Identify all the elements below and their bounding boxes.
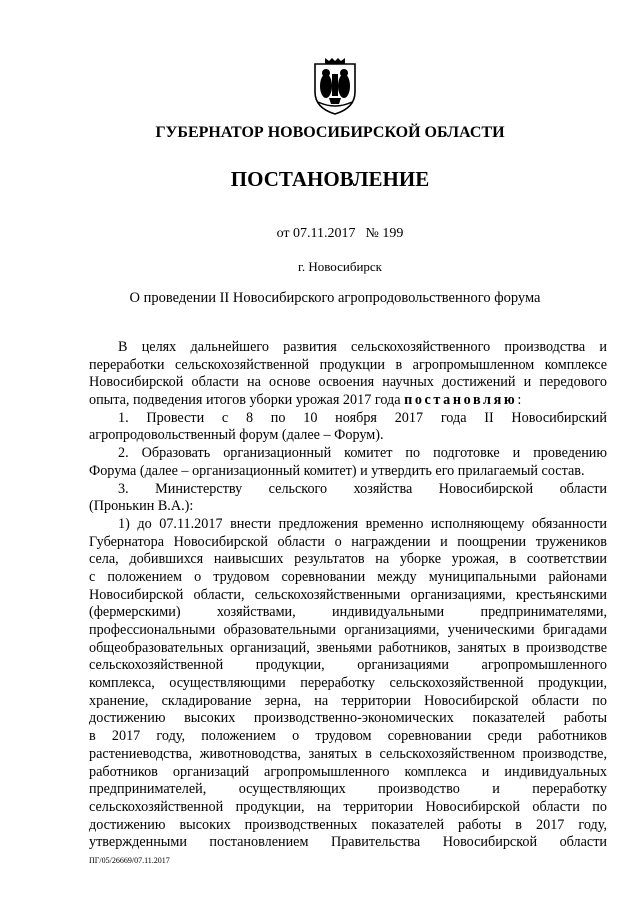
decree-word: постановляю: [404, 392, 518, 409]
subitem-1-line: села, добившихся наивысших результатов на уборке урожая, в соответствии: [89, 551, 607, 568]
document-type-title: ПОСТАНОВЛЕНИЕ: [230, 167, 430, 191]
preamble-line: Новосибирской области на основе освоения научных достижений и передового: [89, 374, 607, 391]
document-subject: О проведении II Новосибирского агропродовольственного форума: [129, 290, 541, 306]
subitem-1-line: профессиональными образовательными организациями, ученическими бригадами: [89, 622, 607, 638]
document-date: от 07.11.2017: [276, 226, 356, 241]
subitem-1-line: 1) до 07.11.2017 внести предложения временно исполняющему обязанности: [118, 515, 607, 532]
date-number-line: [0, 226, 640, 242]
subitem-1-line: Губернатора Новосибирской области о награждении и поощрении тружеников: [89, 533, 607, 550]
preamble-line: В целях дальнейшего развития сельскохозяйственного производства и: [118, 339, 607, 355]
preamble-last-line: [89, 392, 607, 410]
subitem-1-line: работников организаций агропромышленного комплекса и индивидуальных: [89, 763, 607, 780]
subitem-1-line: общеобразовательных организаций, звеньями работников, занятых в производстве: [89, 639, 607, 656]
subitem-1-line: в 2017 году, положением о трудовом соревновании среди работников: [89, 728, 607, 745]
subitem-1-line: хранение, складирование зерна, на территории Новосибирской области по: [89, 692, 607, 709]
subitem-1-line: с положением о трудовом соревновании между муниципальными районами: [89, 568, 607, 585]
subitem-1-line: (фермерскими) хозяйствами, индивидуальными предпринимателями,: [89, 604, 607, 621]
subitem-1-line: достижению высоких производственно-экономических показателей работы: [89, 710, 607, 727]
decree-colon: :: [517, 392, 522, 409]
document-body: [89, 339, 607, 852]
item-1-line: агропродовольственный форум (далее – Форум).: [89, 427, 384, 444]
subitem-1-line: сельскохозяйственной продукции, на территории Новосибирской области по: [89, 798, 607, 815]
subitem-1-line: достижению высоких производственных показателей работы в 2017 году,: [89, 816, 607, 833]
item-3-line: (Пронькин В.А.):: [89, 498, 194, 515]
item-3-line: 3. Министерству сельского хозяйства Новосибирской области: [118, 480, 607, 497]
preamble-last-text: опыта, подведения итогов уборки урожая 2017 года: [89, 392, 401, 409]
document-number: № 199: [365, 226, 404, 241]
novosibirsk-coat-of-arms-icon: [312, 58, 358, 116]
item-2-line: Форума (далее – организационный комитет) и утвердить его прилагаемый состав.: [89, 462, 585, 479]
issuer-title: ГУБЕРНАТОР НОВОСИБИРСКОЙ ОБЛАСТИ: [155, 124, 505, 141]
subitem-1-line: сельскохозяйственной продукции, организациями агропромышленного: [89, 657, 607, 674]
subitem-1-line: комплекса, осуществляющими переработку сельскохозяйственной продукции,: [89, 675, 607, 692]
preamble-line: переработки сельскохозяйственной продукции в агропромышленном комплексе: [89, 356, 607, 373]
subitem-1-line: Новосибирской области, сельскохозяйственными организациями, крестьянскими: [89, 586, 607, 603]
item-2-line: 2. Образовать организационный комитет по подготовке и проведению: [118, 445, 607, 462]
city-line: г. Новосибирск: [297, 259, 382, 274]
subitem-1-line: предпринимателей, осуществляющих производство и переработку: [89, 781, 607, 798]
subitem-1-line: утвержденными постановлением Правительства Новосибирской области: [89, 834, 607, 851]
subitem-1-line: растениеводства, животноводства, занятых в сельскохозяйственном производстве,: [89, 745, 607, 762]
document-registration-code: ПГ/05/26669/07.11.2017: [89, 856, 170, 865]
item-1-line: 1. Провести с 8 по 10 ноября 2017 года II Новосибирский: [118, 409, 607, 426]
